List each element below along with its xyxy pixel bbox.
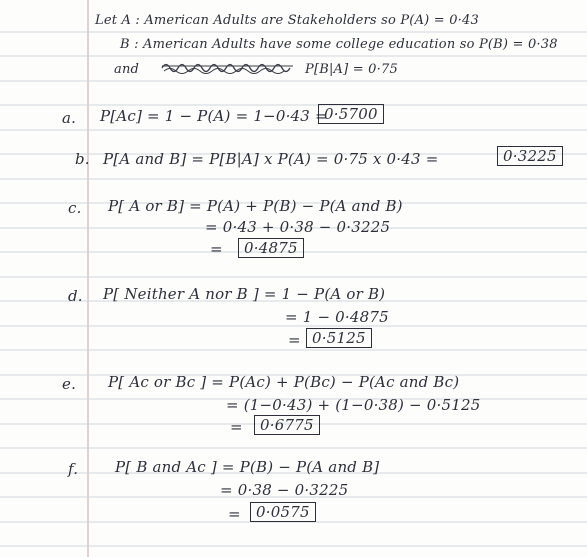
part-e-equals: = (230, 418, 243, 436)
part-e-answer-box (254, 415, 320, 435)
part-b-answer: 0·3225 (497, 146, 563, 166)
part-c-line-2: = 0·43 + 0·38 − 0·3225 (205, 218, 391, 236)
part-c-equals: = (210, 240, 223, 258)
part-d-answer: 0·5125 (306, 328, 372, 348)
part-e-answer: 0·6775 (254, 415, 320, 435)
part-d-answer-box (306, 328, 372, 348)
part-b-answer-box (497, 146, 563, 166)
part-f-answer-box (250, 502, 316, 522)
part-b-expression: P[A and B] = P[B|A] x P(A) = 0·75 x 0·43 = (103, 150, 439, 168)
part-c-answer: 0·4875 (238, 238, 304, 258)
part-f-line-2: = 0·38 − 0·3225 (220, 481, 349, 499)
part-d-line-1: P[ Neither A nor B ] = 1 − P(A or B) (103, 285, 386, 303)
scribbled-out-text (160, 58, 295, 76)
part-e-label: e. (62, 375, 77, 393)
part-c-label: c. (68, 199, 82, 217)
definition-conditional: P[B|A] = 0·75 (305, 62, 398, 77)
part-b-label: b. (75, 150, 90, 168)
definition-a: Let A : American Adults are Stakeholders so P(A) = 0·43 (95, 13, 479, 28)
part-e-line-1: P[ Ac or Bc ] = P(Ac) + P(Bc) − P(Ac and Bc) (108, 373, 460, 391)
definition-b: B : American Adults have some college education so P(B) = 0·38 (120, 37, 558, 52)
part-a-label: a. (62, 109, 77, 127)
part-f-answer: 0·0575 (250, 502, 316, 522)
part-f-line-1: P[ B and Ac ] = P(B) − P(A and B] (115, 458, 380, 476)
part-c-answer-box (238, 238, 304, 258)
part-f-label: f. (68, 460, 79, 478)
part-f-equals: = (228, 505, 241, 523)
part-e-line-2: = (1−0·43) + (1−0·38) − 0·5125 (226, 396, 481, 414)
part-c-line-1: P[ A or B] = P(A) + P(B) − P(A and B) (108, 197, 403, 215)
part-d-line-2: = 1 − 0·4875 (285, 308, 389, 326)
part-a-answer-box (318, 104, 384, 124)
part-a-expression: P[Ac] = 1 − P(A) = 1−0·43 = (100, 107, 328, 125)
part-a-answer: 0·5700 (318, 104, 384, 124)
part-d-equals: = (288, 331, 301, 349)
part-d-label: d. (68, 287, 83, 305)
definition-and: and (114, 62, 140, 77)
